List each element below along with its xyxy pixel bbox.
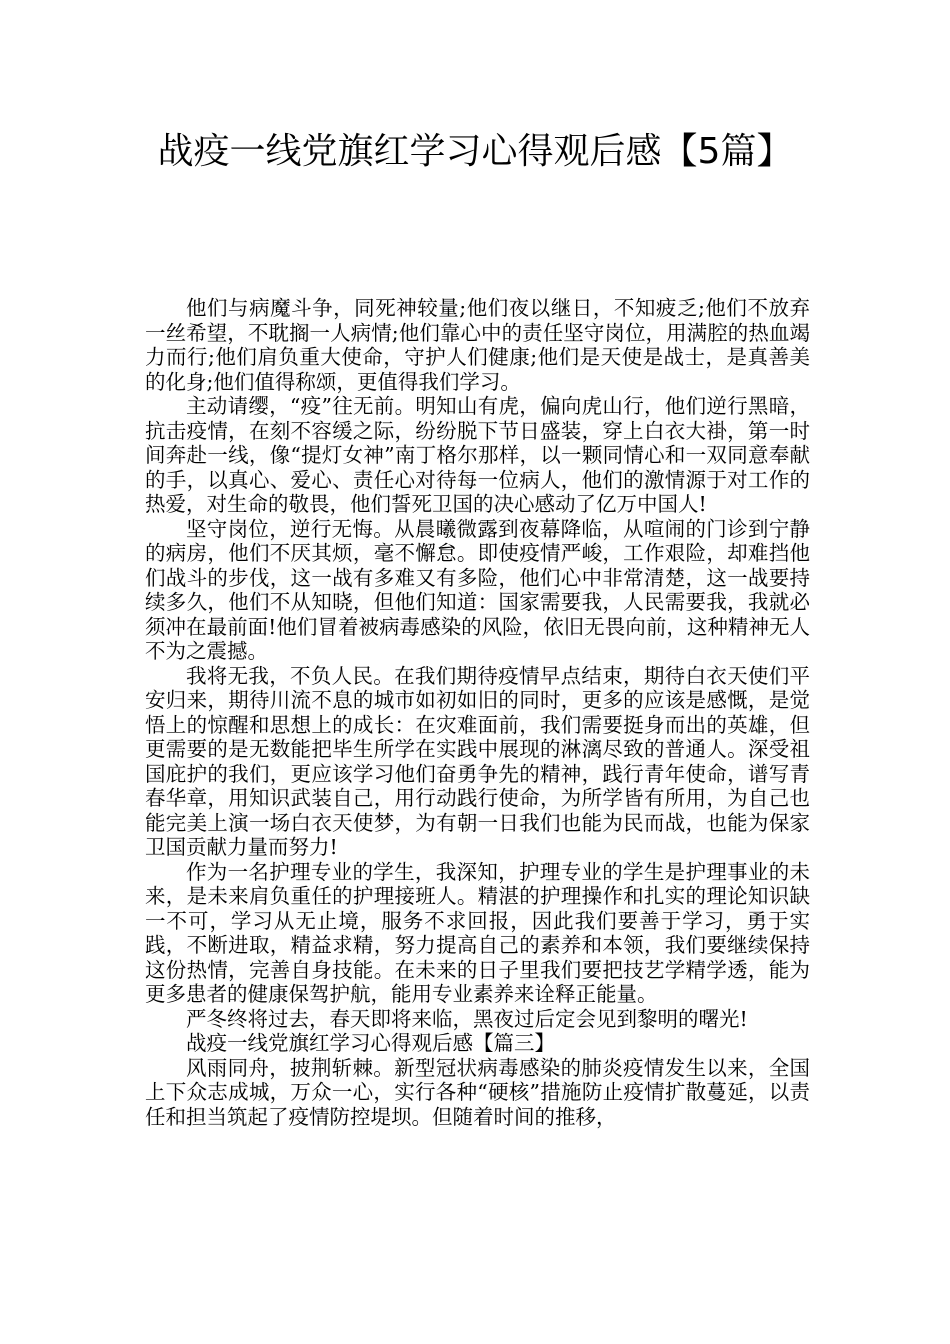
paragraph-6: 严冬终将过去，春天即将来临，黑夜过后定会见到黎明的曙光! — [186, 1006, 748, 1031]
section-heading: 战疫一线党旗红学习心得观后感【篇三】 — [186, 1031, 555, 1055]
paragraph-1: 他们与病魔斗争，同死神较量;他们夜以继日，不知疲乏;他们不放弃一丝希望，不耽搁一人病情;他们靠心中的责任坚守岗位，用满腔的热血竭力而行;他们肩负重大使命，守护人们健康;他们是天使是战士，是真善美的化身;他们值得称颂，更值得我们学习。 — [145, 296, 810, 394]
paragraph-4: 我将无我，不负人民。在我们期待疫情早点结束，期待白衣天使们平安归来，期待川流不息的城市如初如旧的同时，更多的应该是感慨，是觉悟上的惊醒和思想上的成长：在灾难面前，我们需要挺身而出的英雄，但更需要的是无数能把毕生所学在实践中展现的淋漓尽致的普通人。深受祖国庇护的我们，更应该学习他们奋勇争先的精神，践行青年使命，谱写青春华章，用知识武装自己，用行动践行使命，为所学皆有所用，为自己也能完美上演一场白衣天使梦，为有朝一日我们也能为民而战，也能为保家卫国贡献力量而努力! — [145, 663, 810, 859]
document-title: 战疫一线党旗红学习心得观后感【5篇】 — [157, 131, 793, 172]
paragraph-5: 作为一名护理专业的学生，我深知，护理专业的学生是护理事业的未来，是未来肩负重任的护理接班人。精湛的护理操作和扎实的理论知识缺一不可，学习从无止境，服务不求回报，因此我们要善于学习，勇于实践，不断进取，精益求精，努力提高自己的素养和本领，我们要继续保持这份热情，完善自身技能。在未来的日子里我们要把技艺学精学透，能为更多患者的健康保驾护航，能用专业素养来诠释正能量。 — [145, 859, 810, 1006]
paragraph-2: 主动请缨，“疫”往无前。明知山有虎，偏向虎山行，他们逆行黑暗，抗击疫情，在刻不容缓之际，纷纷脱下节日盛装，穿上白衣大褂，第一时间奔赴一线，像“提灯女神”南丁格尔那样，以一颗同情心和一双同意奉献的手，以真心、爱心、责任心对待每一位病人，他们的激情源于对工作的热爱，对生命的敬畏，他们誓死卫国的决心感动了亿万中国人! — [145, 394, 810, 516]
paragraph-3: 坚守岗位，逆行无悔。从晨曦微露到夜幕降临，从喧闹的门诊到宁静的病房，他们不厌其烦，毫不懈怠。即使疫情严峻，工作艰险，却难挡他们战斗的步伐，这一战有多难又有多险，他们心中非常清楚，这一战要持续多久，他们不从知晓，但他们知道：国家需要我，人民需要我，我就必须冲在最前面!他们冒着被病毒感染的风险，依旧无畏向前，这种精神无人不为之震撼。 — [145, 516, 810, 663]
document-body — [145, 296, 810, 1129]
paragraph-7: 风雨同舟，披荆斩棘。新型冠状病毒感染的肺炎疫情发生以来，全国上下众志成城，万众一心，实行各种“硬核”措施防止疫情扩散蔓延，以责任和担当筑起了疫情防控堤坝。但随着时间的推移， — [145, 1055, 810, 1129]
